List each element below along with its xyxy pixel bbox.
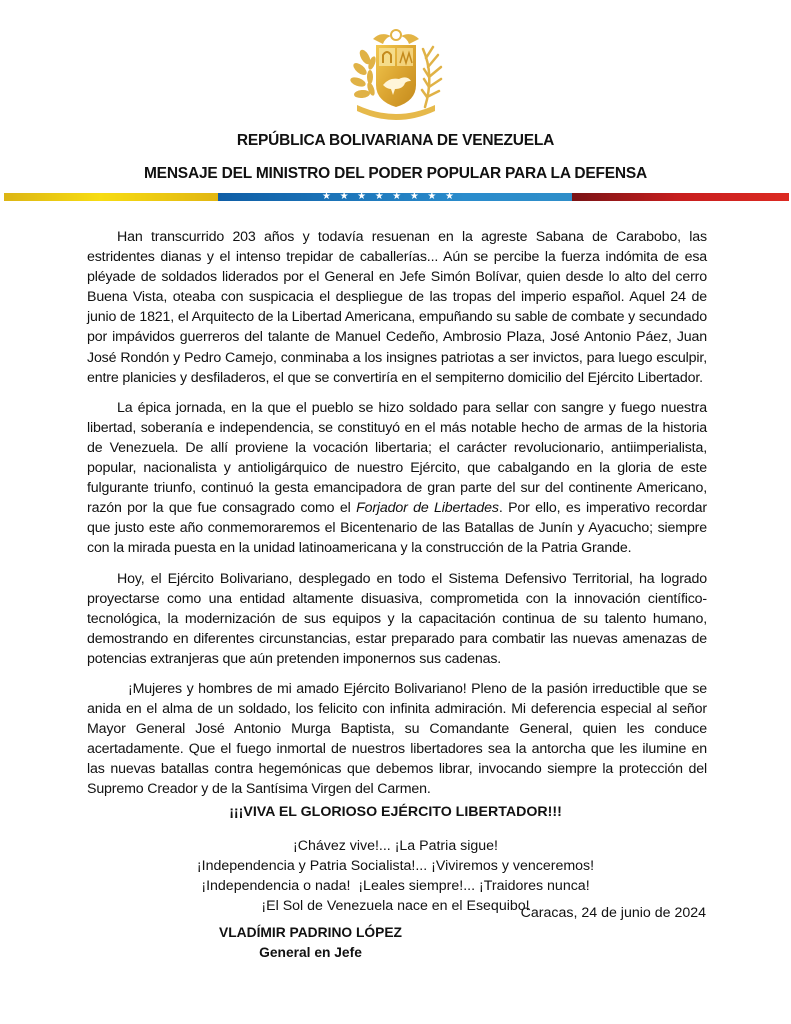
star-icon: ★ bbox=[322, 191, 331, 202]
paragraph-1: Han transcurrido 203 años y todavía resuenan en la agreste Sabana de Carabobo, las estridentes dianas y el intenso trepidar de caballerías... Aún se percibe la fuerza indómita de esa pléyade de soldados liderados por el General en Jefe Simón Bolívar, quien desde lo alto del cerro Buena Vista, oteaba con suspicacia el despliegue de las tropas del imperio español. Aquel 24 de junio de 1821, el Arquitecto de la Libertad Americana, empuñando su sable de combate y secundado por impávidos guerreros del talante de Manuel Cedeño, Ambrosio Plaza, José Antonio Páez, Juan José Rondón y Pedro Camejo, conminaba a los insignes patriotas a ser invictos, para luego esculpir, entre planicies y desfiladeros, el que se convertiría en el sempiterno domicilio del Ejército Libertador. bbox=[87, 229, 707, 386]
signatory-rank: General en Jefe bbox=[259, 945, 362, 960]
stars-row bbox=[322, 190, 454, 204]
star-icon: ★ bbox=[357, 191, 367, 202]
star-icon: ★ bbox=[427, 191, 437, 202]
place-date: Caracas, 24 de junio de 2024 bbox=[520, 905, 706, 921]
closing-cheer: ¡¡¡VIVA EL GLORIOSO EJÉRCITO LIBERTADOR!!! bbox=[229, 804, 562, 820]
coat-of-arms-icon bbox=[343, 27, 449, 123]
document-title: MENSAJE DEL MINISTRO DEL PODER POPULAR PARA LA DEFENSA bbox=[143, 165, 648, 182]
flag-band-blue bbox=[218, 193, 572, 201]
paragraph-2-text-before: La épica jornada, en la que el pueblo se hizo soldado para sellar con sangre y fuego nuestra libertad, soberanía e independencia, se constituyó en el más notable hecho de armas de la historia de Venezuela. De allí proviene la vocación libertaria; el carácter revolucionario, antiimperialista, popular, nacionalista y antioligárquico de nuestro Ejército, que cabalgando en la gloria de este fulgurante triunfo, continuó la gesta emancipadora de gran parte del sur del continente Americano, razón por la que fue consagrado como el bbox=[87, 399, 707, 517]
star-icon: ★ bbox=[409, 191, 419, 202]
paragraph-3: Hoy, el Ejército Bolivariano, desplegado en todo el Sistema Defensivo Territorial, ha logrado proyectarse como una entidad altamente disuasiva, comprometida con la innovación científico-tecnológica, la modernización de sus equipos y la capacitación continua de su talento humano, demostrando en diferentes circunstancias, estar preparado para combatir las nuevas amenazas de potencias extranjeras que aún pretenden imponernos sus cadenas. bbox=[87, 570, 707, 667]
message-body bbox=[87, 227, 707, 810]
star-icon: ★ bbox=[374, 191, 384, 202]
country-heading: REPÚBLICA BOLIVARIANA DE VENEZUELA bbox=[236, 132, 555, 149]
star-icon: ★ bbox=[392, 191, 402, 202]
paragraph-2 bbox=[87, 398, 707, 559]
paragraph-4: ¡Mujeres y hombres de mi amado Ejército Bolivariano! Pleno de la pasión irreductible que se anida en el alma de un soldado, los felicito con infinita admiración. Mi deferencia especial al señor Mayor General José Antonio Murga Baptista, su Comandante General, quien les conduce acertadamente. Que el fuego inmortal de nuestros libertadores sea la antorcha que les ilumine en las nuevas batallas contra hegemónicas que debemos librar, invocando siempre la protección del Supremo Creador y de la Santísima Virgen del Carmen. bbox=[87, 680, 707, 798]
paragraph-2-text-after: . Por ello, es imperativo recordar que justo este año conmemoraremos el Bicentenario de las Batallas de Junín y Ayacucho; siempre con la mirada puesta en la unidad latinoamericana y la construcción de la Patria Grande. bbox=[87, 500, 707, 557]
signatory-name: VLADÍMIR PADRINO LÓPEZ bbox=[219, 925, 402, 940]
slogan-line: ¡El Sol de Venezuela nace en el Esequibo! bbox=[261, 898, 530, 914]
slogan-line: ¡Independencia y Patria Socialista!... ¡Viviremos y venceremos! bbox=[196, 858, 595, 874]
flag-color-band bbox=[4, 193, 789, 201]
slogan-line: ¡Chávez vive!... ¡La Patria sigue! bbox=[292, 838, 499, 854]
star-icon: ★ bbox=[339, 191, 349, 202]
slogan-line: ¡Independencia o nada! ¡Leales siempre!... ¡Traidores nunca! bbox=[201, 878, 590, 894]
paragraph-2-italic-phrase: Forjador de Libertades bbox=[356, 500, 499, 517]
coat-of-arms-emblem bbox=[343, 27, 449, 123]
slogans-block bbox=[0, 836, 791, 916]
flag-band-red bbox=[572, 193, 789, 201]
flag-band-yellow bbox=[4, 193, 218, 201]
star-icon: ★ bbox=[444, 191, 454, 202]
